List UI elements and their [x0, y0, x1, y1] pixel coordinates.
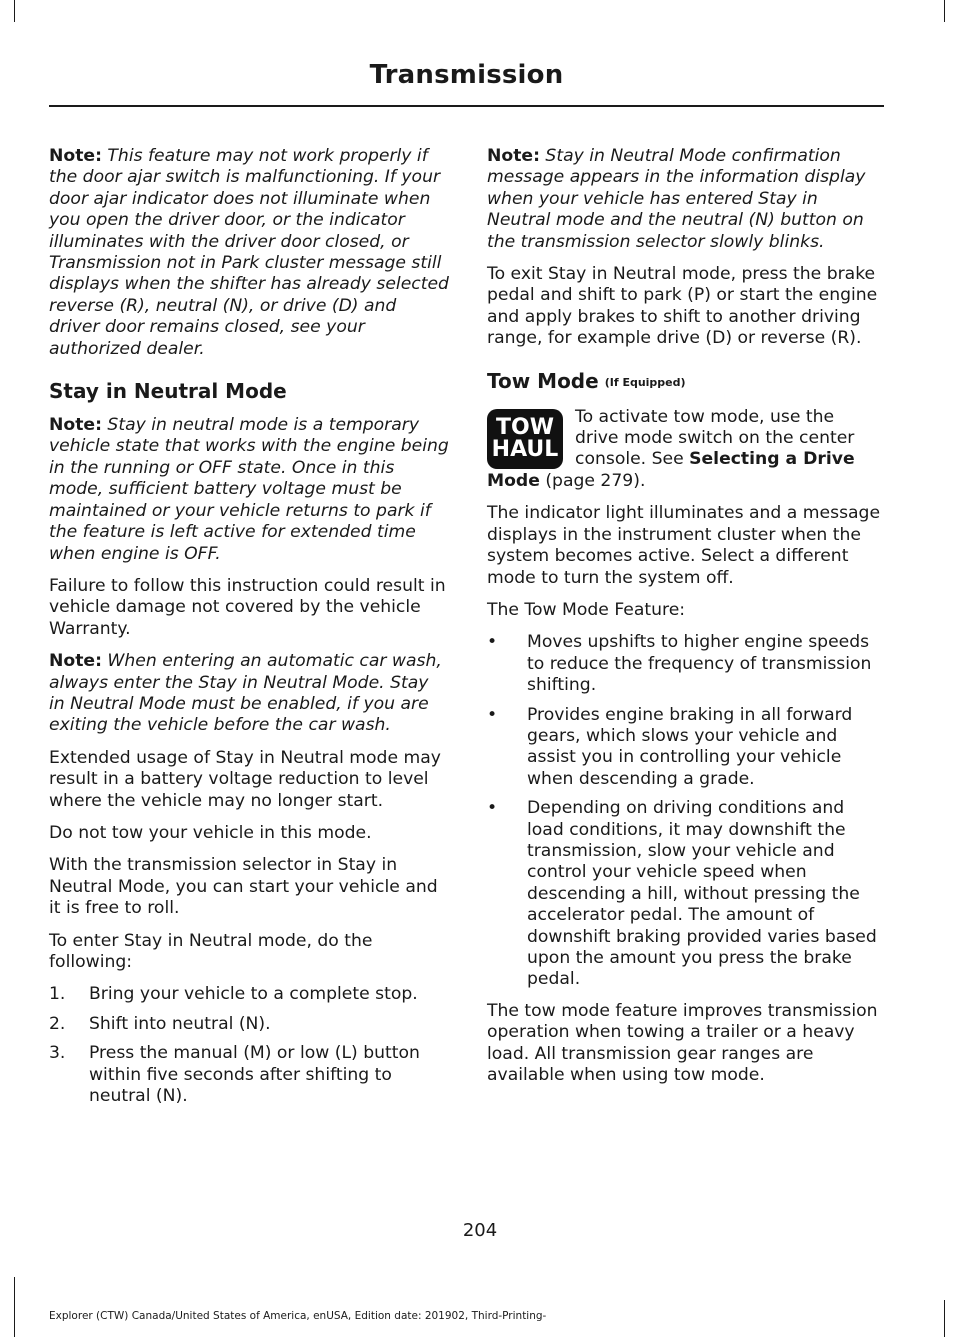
crop-mark [944, 1300, 945, 1337]
text-run: To activate tow mode, use the drive mode switch on the center console. See [575, 406, 855, 470]
note-paragraph [487, 146, 882, 253]
left-column [49, 146, 449, 1117]
step-number: 3. [49, 1043, 66, 1064]
feature-list [487, 632, 882, 991]
list-item [487, 632, 882, 696]
tow-haul-icon [487, 409, 563, 469]
body-paragraph: The Tow Mode Feature: [487, 599, 686, 620]
note-paragraph [49, 146, 449, 360]
bullet-text: Provides engine braking in all forward gears, which slows your vehicle and assist you in controlling your vehicle when descending a grade. [527, 704, 853, 789]
body-paragraph: To enter Stay in Neutral mode, do the following: [49, 930, 373, 972]
crop-mark [944, 0, 945, 22]
body-paragraph: To exit Stay in Neutral mode, press the brake pedal and shift to park (P) or start the engine and apply brakes to shift to another driving range, for example drive (D) or reverse (R). [487, 264, 878, 349]
list-item [487, 798, 882, 991]
section-heading-stay-in-neutral: Stay in Neutral Mode [49, 379, 287, 404]
body-paragraph: Extended usage of Stay in Neutral mode may result in a battery voltage reduction to level where the vehicle may no longer start. [49, 747, 441, 811]
text-run: (page 279). [539, 470, 646, 491]
step-text: Shift into neutral (N). [89, 1013, 271, 1034]
crop-mark [14, 1277, 15, 1337]
cross-reference-link[interactable]: Selecting a Drive Mode [487, 449, 855, 491]
icon-text-line: TOW [496, 414, 554, 440]
list-item [49, 1014, 449, 1035]
note-paragraph [49, 415, 449, 565]
bullet-text: Moves upshifts to higher engine speeds to reduce the frequency of transmission shifting. [527, 632, 872, 696]
page-number: 204 [462, 1220, 498, 1241]
note-label: Note: [49, 415, 102, 436]
right-column [487, 146, 882, 1097]
note-label: Note: [49, 651, 102, 672]
note-label: Note: [487, 146, 540, 166]
body-paragraph: Failure to follow this instruction could result in vehicle damage not covered by the vehicle Warranty. [49, 575, 446, 639]
crop-mark [14, 0, 15, 22]
note-text: Stay in Neutral Mode confirmation message appears in the information display when your vehicle has entered Stay in Neutral mode and the neutral (N) button on the transmission selector slowly blinks. [487, 146, 866, 252]
body-paragraph: Do not tow your vehicle in this mode. [49, 822, 372, 843]
steps-list [49, 984, 449, 1107]
list-item [487, 705, 882, 791]
bullet-text: Depending on driving conditions and load conditions, it may downshift the transmission, slow your vehicle and control your vehicle speed when descending a hill, without pressing the accelerator pedal. The amount of downshift braking provided varies based upon the amount you press the brake pedal. [527, 798, 877, 990]
note-text: When entering an automatic car wash, always enter the Stay in Neutral Mode. Stay in Neutral Mode must be enabled, if you are exiting the vehicle before the car wash. [49, 651, 442, 736]
body-paragraph: With the transmission selector in Stay in Neutral Mode, you can start your vehicle and it is free to roll. [49, 855, 438, 919]
step-number: 2. [49, 1013, 66, 1034]
list-item [49, 1043, 449, 1107]
step-text: Bring your vehicle to a complete stop. [89, 984, 418, 1005]
bullet-marker: • [487, 632, 498, 653]
body-paragraph: The tow mode feature improves transmission operation when towing a trailer or a heavy load. All transmission gear ranges are available when using tow mode. [487, 1000, 878, 1086]
bullet-marker: • [487, 704, 498, 725]
note-paragraph [49, 651, 449, 737]
footer-edition-info: Explorer (CTW) Canada/United States of America, enUSA, Edition date: 201902, Third-Printing- [49, 1310, 547, 1322]
section-heading-tow-mode [487, 368, 882, 396]
note-text: Stay in neutral mode is a temporary vehicle state that works with the engine being in the running or OFF state. Once in this mode, sufficient battery voltage must be maintained or your vehicle returns to park if the feature is left active for extended time when engine is OFF. [49, 415, 449, 564]
icon-text-line: HAUL [491, 436, 559, 462]
body-paragraph: The indicator light illuminates and a message displays in the instrument cluster when the system becomes active. Select a different mode to turn the system off. [487, 503, 881, 588]
step-number: 1. [49, 984, 66, 1005]
note-label: Note: [49, 146, 102, 166]
tow-mode-intro [487, 407, 882, 493]
heading-text: Tow Mode [487, 368, 599, 393]
step-text: Press the manual (M) or low (L) button within five seconds after shifting to neutral (N). [89, 1043, 420, 1107]
bullet-marker: • [487, 798, 498, 819]
header-divider [49, 105, 884, 107]
list-item [49, 984, 449, 1005]
heading-qualifier: (If Equipped) [604, 375, 686, 389]
page-title: Transmission [369, 60, 564, 90]
note-text: This feature may not work properly if the door ajar switch is malfunctioning. If your door ajar indicator does not illuminate when you open the driver door, or the indicator illuminates with the driver door closed, or Transmission not in Park cluster message still displays when the shifter has already selected reverse (R), neutral (N), or drive (D) and driver door remains closed, see your authorized dealer. [49, 146, 449, 359]
